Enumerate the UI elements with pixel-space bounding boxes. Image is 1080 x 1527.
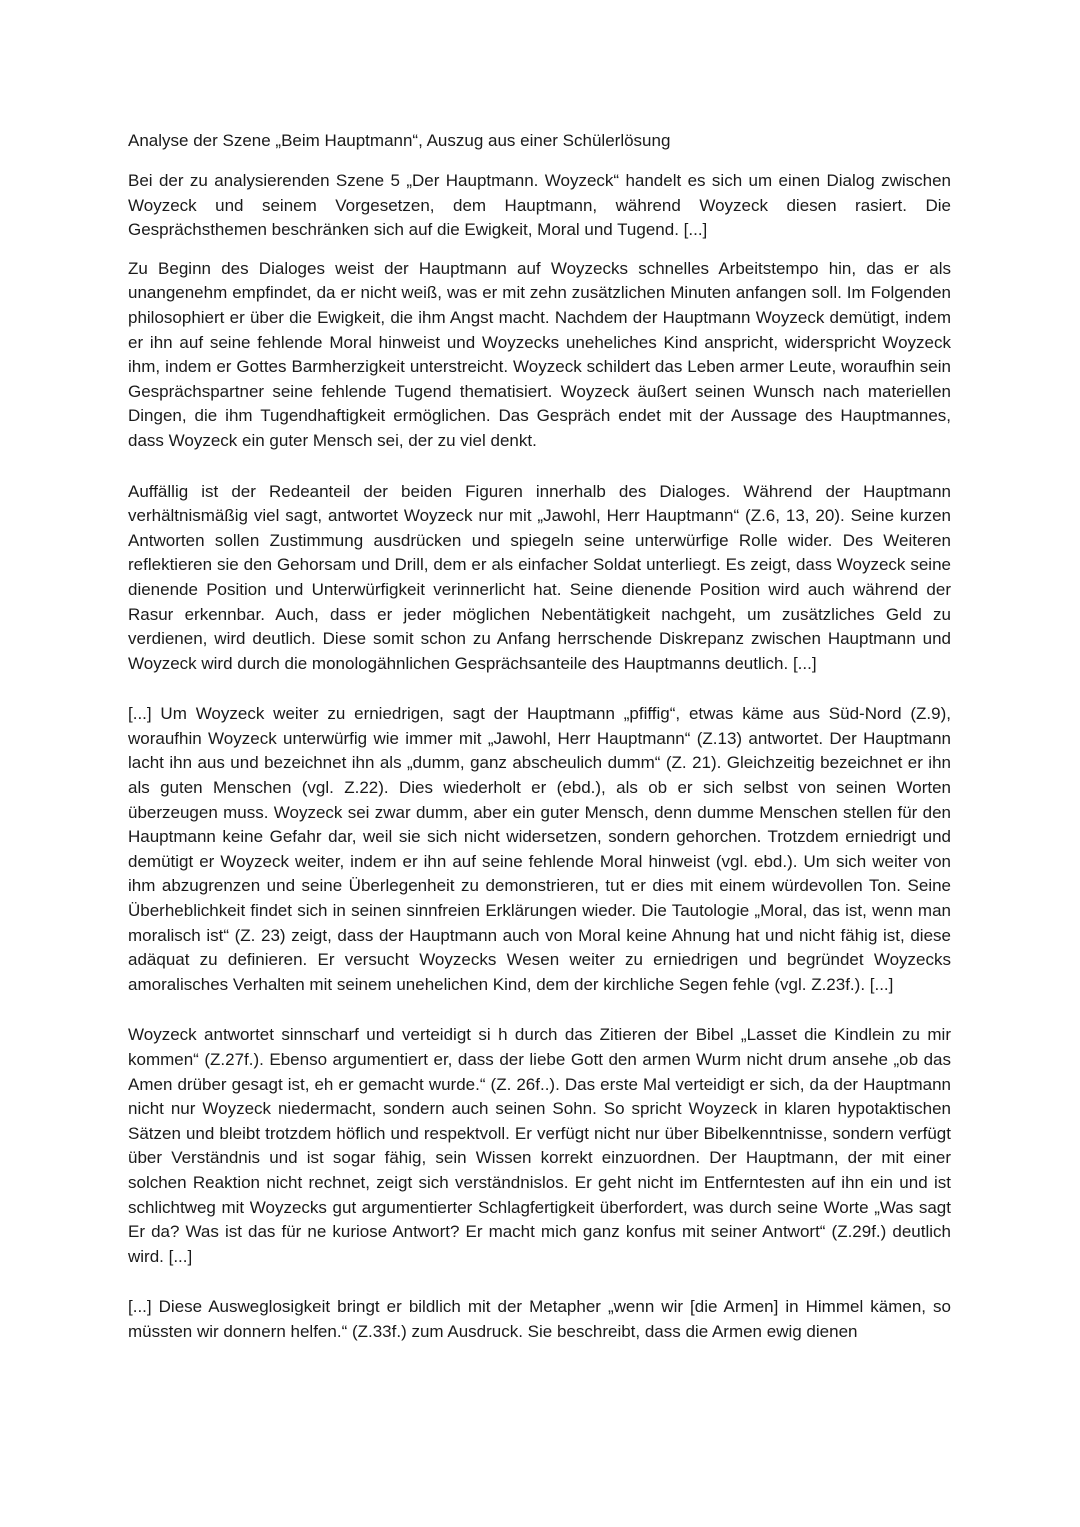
paragraph-spacer	[128, 243, 951, 257]
paragraph-speech-share: Auffällig ist der Redeanteil der beiden Figuren innerhalb des Dialoges. Während der Hauptmann verhältnismäßig viel sagt, antwortet Woyzeck nur mit „Jawohl, Herr Hauptmann“ (Z.6, 13, 20). Seine kurzen Antworten sollen Zustimmung ausdrücken und spiegeln seine unterwürfige Rolle wider. Des Weiteren reflektieren sie den Gehorsam und Drill, dem er als einfacher Soldat unterliegt. Es zeigt, dass Woyzeck seine dienende Position und Unterwürfigkeit verinnerlicht hat. Seine dienende Position wird auch während der Rasur erkennbar. Auch, dass er jeder möglichen Nebentätigkeit nachgeht, um zusätzliches Geld zu verdienen, wird deutlich. Diese somit schon zu Anfang herrschende Diskrepanz zwischen Hauptmann und Woyzeck wird durch die monologähnlichen Gesprächsanteile des Hauptmanns deutlich. [...]	[128, 481, 951, 673]
paragraph-spacer	[128, 1269, 951, 1295]
paragraph-spacer	[128, 454, 951, 480]
document-page	[128, 128, 951, 1345]
paragraph-metaphor: [...] Diese Ausweglosigkeit bringt er bildlich mit der Metapher „wenn wir [die Armen] in Himmel kämen, so müssten wir donnern helfen.“ (Z.33f.) zum Ausdruck. Sie beschreibt, dass die Armen ewig dienen	[128, 1297, 951, 1341]
paragraph-summary: Zu Beginn des Dialoges weist der Hauptmann auf Woyzecks schnelles Arbeitstempo hin, das er als unangenehm empfindet, da er nicht weiß, was er mit zehn zusätzlichen Minuten anfangen soll. Im Folgenden philosophiert er über die Ewigkeit, die ihm Angst macht. Nachdem der Hauptmann Woyzeck demütigt, indem er ihn auf seine fehlende Moral hinweist und Woyzecks uneheliches Kind anspricht, widerspricht Woyzeck ihm, indem er Gottes Barmherzigkeit unterstreicht. Woyzeck schildert das Leben armer Leute, woraufhin sein Gesprächspartner seine fehlende Tugend thematisiert. Woyzeck äußert seinen Wunsch nach materiellen Dingen, die ihm Tugendhaftigkeit ermöglichen. Das Gespräch endet mit der Aussage des Hauptmannes, dass Woyzeck ein guter Mensch sei, der zu viel denkt.	[128, 258, 951, 450]
paragraph-intro: Bei der zu analysierenden Szene 5 „Der Hauptmann. Woyzeck“ handelt es sich um einen Dialog zwischen Woyzeck und seinem Vorgesetzen, dem Hauptmann, während Woyzeck diesen rasiert. Die Gesprächsthemen beschränken sich auf die Ewigkeit, Moral und Tugend. [...]	[128, 171, 951, 240]
paragraph-spacer	[128, 997, 951, 1023]
paragraph-humiliation: [...] Um Woyzeck weiter zu erniedrigen, sagt der Hauptmann „pfiffig“, etwas käme aus Süd-Nord (Z.9), woraufhin Woyzeck unterwürfig wie immer mit „Jawohl, Herr Hauptmann“ (Z.13) antwortet. Der Hauptmann lacht ihn aus und bezeichnet ihn als „dumm, ganz abscheulich dumm“ (Z. 21). Gleichzeitig bezeichnet er ihn als guten Menschen (vgl. Z.22). Dies wiederholt er (ebd.), als ob er sich selbst von seinen Worten überzeugen muss. Woyzeck sei zwar dumm, aber ein guter Mensch, denn dumme Menschen stellen für den Hauptmann keine Gefahr dar, weil sie sich nicht widersetzen, sondern gehorchen. Trotzdem erniedrigt und demütigt er Woyzeck weiter, indem er ihn auf seine fehlende Moral hinweist (vgl. ebd.). Um sich weiter von ihm abzugrenzen und seine Überlegenheit zu demonstrieren, tut er dies mit einem würdevollen Ton. Seine Überheblichkeit findet sich in seinen sinnfreien Erklärungen wieder. Die Tautologie „Moral, das ist, wenn man moralisch ist“ (Z. 23) zeigt, dass der Hauptmann auch von Moral keine Ahnung hat und nicht fähig ist, diese adäquat zu definieren. Er versucht Woyzecks Wesen weiter zu erniedrigen und begründet Woyzecks amoralisches Verhalten mit seinem unehelichen Kind, dem der kirchliche Segen fehle (vgl. Z.23f.). [...]	[128, 704, 951, 994]
paragraph-spacer	[128, 676, 951, 702]
paragraph-defense: Woyzeck antwortet sinnscharf und verteidigt si h durch das Zitieren der Bibel „Lasset die Kindlein zu mir kommen“ (Z.27f.). Ebenso argumentiert er, dass der liebe Gott den armen Wurm nicht drum ansehe „ob das Amen drüber gesagt ist, eh er gemacht wurde.“ (Z. 26f..). Das erste Mal verteidigt er sich, da der Hauptmann nicht nur Woyzeck niedermacht, sondern auch seinen Sohn. So spricht Woyzeck in klaren hypotaktischen Sätzen und bleibt trotzdem höflich und respektvoll. Er verfügt nicht nur über Bibelkenntnisse, sondern verfügt über Verständnis und ist sogar fähig, sein Wissen korrekt einzuordnen. Der Hauptmann, der mit einer solchen Reaktion nicht rechnet, zeigt sich verständnislos. Er geht nicht im Entferntesten auf ihn ein und ist schlichtweg mit Woyzecks gut argumentierter Schlagfertigkeit überfordert, was durch seine Worte „Was sagt Er da? Was ist das für ne kuriose Antwort? Er macht mich ganz konfus mit seiner Antwort“ (Z.29f.) deutlich wird. [...]	[128, 1025, 951, 1266]
document-title: Analyse der Szene „Beim Hauptmann“, Auszug aus einer Schülerlösung	[128, 131, 671, 150]
